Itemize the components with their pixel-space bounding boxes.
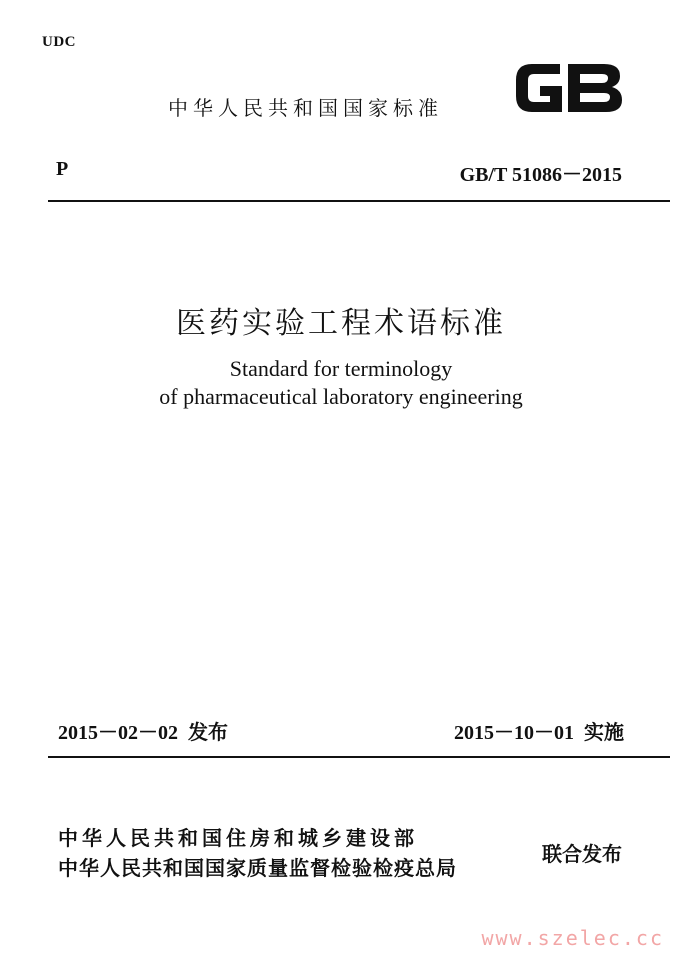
implement-date: 2015－10－01 <box>454 722 574 744</box>
classification-code: P <box>56 158 69 180</box>
joint-publish-label: 联合发布 <box>542 842 622 866</box>
national-standard-title: 中华人民共和国国家标准 <box>168 96 443 120</box>
title-chinese: 医药实验工程术语标准 <box>176 306 506 341</box>
implement-date-row <box>454 716 624 745</box>
watermark-text: www.szelec.cc <box>481 926 664 950</box>
title-english-line1: Standard for terminology <box>229 356 453 381</box>
publish-date: 2015－02－02 <box>58 722 178 744</box>
standard-number: GB/T 51086－2015 <box>459 164 622 186</box>
bottom-divider <box>48 756 670 758</box>
title-english-line2: of pharmaceutical laboratory engineering <box>159 384 523 409</box>
publish-date-row <box>58 716 228 745</box>
gb-logo-g-shape <box>516 64 562 112</box>
issuer-org-1: 中华人民共和国住房和城乡建设部 <box>58 826 418 850</box>
udc-label: UDC <box>42 34 76 50</box>
top-divider <box>48 200 670 202</box>
publish-label: 发布 <box>188 720 228 744</box>
gb-logo <box>512 58 624 118</box>
implement-label: 实施 <box>584 720 624 744</box>
issuer-org-2: 中华人民共和国国家质量监督检验检疫总局 <box>58 856 457 880</box>
gb-logo-b-shape <box>568 64 622 112</box>
